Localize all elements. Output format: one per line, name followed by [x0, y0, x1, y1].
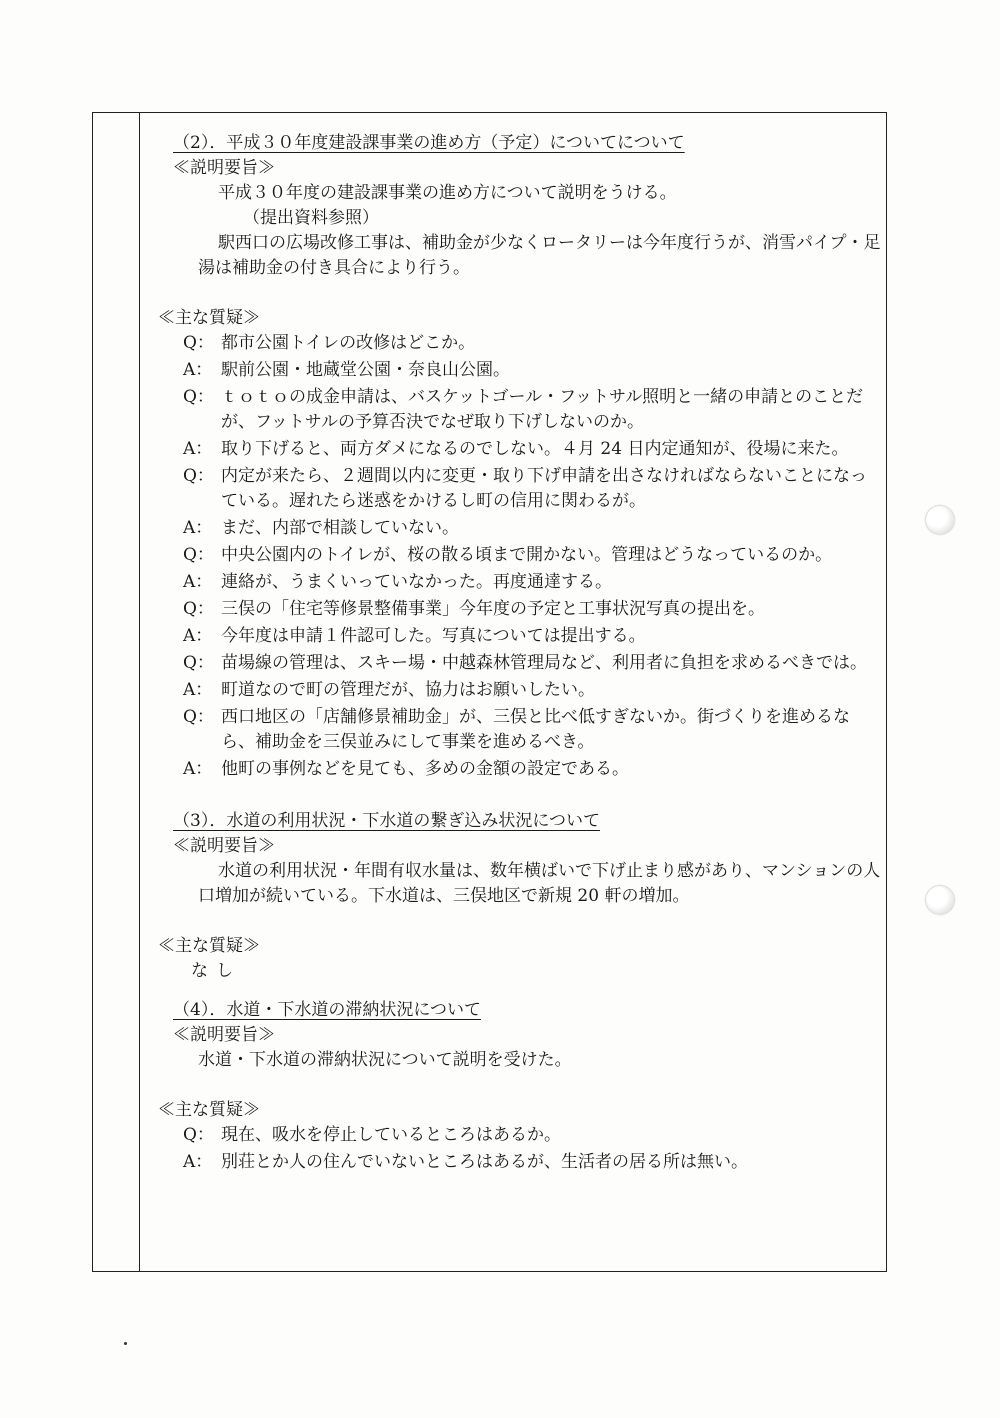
section-4 [153, 998, 883, 1175]
question-mark: Q： [183, 707, 214, 727]
qa-item [153, 358, 883, 383]
answer-text: 他町の事例などを見ても、多めの金額の設定である。 [221, 759, 629, 779]
question-text: ｔｏｔｏの成金申請は、バスケットゴール・フットサル照明と一緒の申請とのことだが、フットサルの予算否決でなぜ取り下げしないのか。 [221, 387, 864, 432]
answer-mark: A： [183, 518, 213, 538]
answer-mark: A： [183, 572, 213, 592]
answer-text: 今年度は申請１件認可した。写真については提出する。 [221, 626, 646, 646]
section-2 [153, 131, 883, 782]
qa-label: ≪主な質疑≫ [158, 308, 260, 328]
answer-text: 町道なので町の管理だが、協力はお願いしたい。 [221, 680, 595, 700]
question-mark: Q： [183, 1125, 214, 1145]
qa-item [153, 543, 883, 568]
question-text: 三俣の「住宅等修景整備事業」今年度の予定と工事状況写真の提出を。 [221, 599, 765, 619]
qa-item [153, 678, 883, 703]
section-heading: （3）．水道の利用状況・下水道の繋ぎ込み状況について [173, 811, 600, 831]
document-frame [92, 112, 887, 1272]
qa-item [153, 1150, 883, 1175]
answer-text: 別荘とか人の住んでいないところはあるが、生活者の居る所は無い。 [221, 1152, 748, 1172]
qa-label: ≪主な質疑≫ [158, 936, 260, 956]
qa-label: ≪主な質疑≫ [158, 1100, 260, 1120]
answer-text: 駅前公園・地蔵堂公園・奈良山公園。 [221, 360, 510, 380]
question-mark: Q： [183, 599, 214, 619]
answer-mark: A： [183, 680, 213, 700]
qa-none: なし [191, 961, 241, 981]
explanation-text: 水道・下水道の滞納状況について説明を受けた。 [198, 1050, 572, 1070]
answer-mark: A： [183, 360, 213, 380]
question-text: 中央公園内のトイレが、桜の散る頃まで開かない。管理はどうなっているのか。 [221, 545, 833, 565]
scan-speck [124, 1342, 127, 1345]
document-content [153, 131, 883, 1177]
explanation-text: 駅西口の広場改修工事は、補助金が少なくロータリーは今年度行うが、消雪パイプ・足湯は補助金の付き具合により行う。 [198, 233, 881, 278]
qa-item [153, 705, 883, 755]
section-3 [153, 809, 883, 984]
answer-mark: A： [183, 1152, 213, 1172]
qa-item [153, 597, 883, 622]
qa-item [153, 437, 883, 462]
qa-item [153, 331, 883, 356]
qa-item [153, 570, 883, 595]
answer-text: 取り下げると、両方ダメになるのでしない。４月 24 日内定通知が、役場に来た。 [221, 439, 849, 459]
question-mark: Q： [183, 466, 214, 486]
question-text: 現在、吸水を停止しているところはあるか。 [221, 1125, 561, 1145]
qa-item [153, 624, 883, 649]
punch-hole [926, 886, 954, 914]
question-text: 内定が来たら、２週間以内に変更・取り下げ申請を出さなければならないことになっている。遅れたら迷惑をかけるし町の信用に関わるが。 [221, 466, 867, 511]
question-text: 西口地区の「店舗修景補助金」が、三俣と比べ低すぎないか。街づくりを進めるなら、補助金を三俣並みにして事業を進めるべき。 [221, 707, 850, 752]
answer-mark: A： [183, 626, 213, 646]
question-mark: Q： [183, 653, 214, 673]
margin-rule [139, 113, 140, 1271]
question-mark: Q： [183, 545, 214, 565]
section-heading: （4）．水道・下水道の滞納状況について [173, 1000, 481, 1020]
qa-item [153, 757, 883, 782]
explanation-label: ≪説明要旨≫ [173, 1025, 275, 1045]
explanation-label: ≪説明要旨≫ [173, 836, 275, 856]
section-heading: （2）．平成３０年度建設課事業の進め方（予定）についてについて [173, 133, 685, 153]
qa-item [153, 1123, 883, 1148]
qa-item [153, 385, 883, 435]
answer-mark: A： [183, 759, 213, 779]
explanation-note: （提出資料参照） [243, 208, 379, 228]
qa-item [153, 651, 883, 676]
answer-text: 連絡が、うまくいっていなかった。再度通達する。 [221, 572, 612, 592]
explanation-label: ≪説明要旨≫ [173, 158, 275, 178]
question-mark: Q： [183, 333, 214, 353]
question-text: 都市公園トイレの改修はどこか。 [221, 333, 476, 353]
answer-text: まだ、内部で相談していない。 [221, 518, 459, 538]
explanation-text: 平成３０年度の建設課事業の進め方について説明をうける。 [218, 183, 677, 203]
question-mark: Q： [183, 387, 214, 407]
qa-item [153, 464, 883, 514]
qa-item [153, 516, 883, 541]
answer-mark: A： [183, 439, 213, 459]
explanation-text: 水道の利用状況・年間有収水量は、数年横ばいで下げ止まり感があり、マンションの人口増加が続いている。下水道は、三俣地区で新規 20 軒の増加。 [198, 861, 881, 906]
question-text: 苗場線の管理は、スキー場・中越森林管理局など、利用者に負担を求めるべきでは。 [221, 653, 867, 673]
punch-hole [926, 506, 954, 534]
